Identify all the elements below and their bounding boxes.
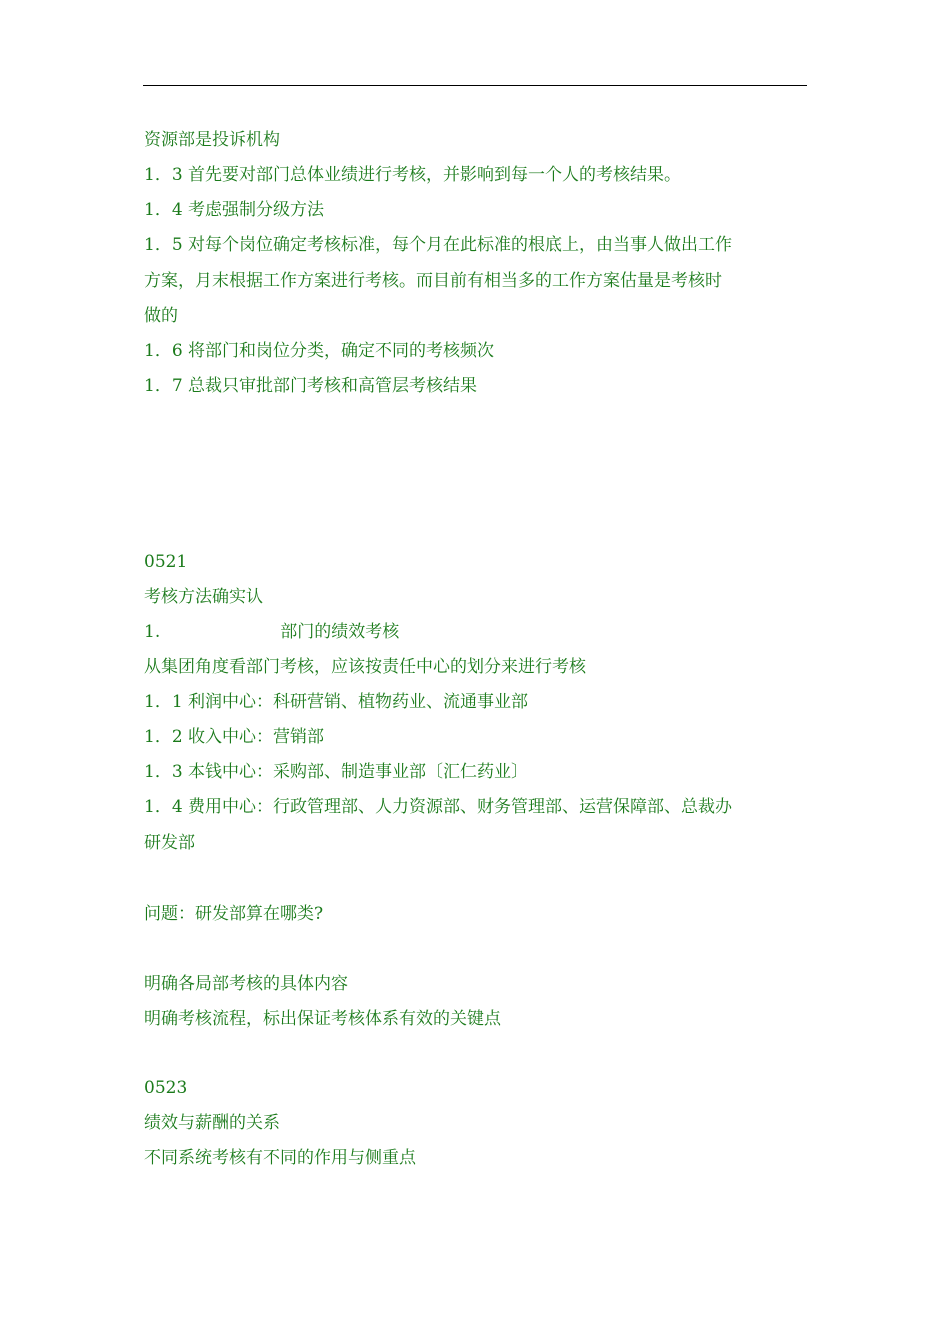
text-line: 不同系统考核有不同的作用与侧重点 [144,1148,416,1168]
text-line: 1．4 费用中心：行政管理部、人力资源部、财务管理部、运营保障部、总裁办 [144,797,733,817]
text-line: 1．3 本钱中心：采购部、制造事业部〔汇仁药业〕 [144,762,529,782]
text-line: 1．1 利润中心：科研营销、植物药业、流通事业部 [144,692,529,712]
section-heading: 考核方法确实认 [144,587,263,607]
header-rule [143,85,807,86]
text-line: 1．7 总裁只审批部门考核和高管层考核结果 [144,376,478,396]
numbered-heading [144,620,399,644]
question-line: 问题：研发部算在哪类? [144,904,324,924]
text-line: 1．5 对每个岗位确定考核标准，每个月在此标准的根底上，由当事人做出工作 [144,235,733,255]
text-line: 1．6 将部门和岗位分类，确定不同的考核频次 [144,341,495,361]
text-line: 明确考核流程，标出保证考核体系有效的关键点 [144,1009,501,1029]
text-line: 资源部是投诉机构 [144,130,280,150]
text-line: 研发部 [144,833,195,853]
section-heading: 绩效与薪酬的关系 [144,1113,280,1133]
text-line: 方案，月末根据工作方案进行考核。而目前有相当多的工作方案估量是考核时 [144,271,722,291]
text-line: 做的 [144,306,178,326]
heading-text: 部门的绩效考核 [280,622,400,642]
text-line: 1．2 收入中心：营销部 [144,727,325,747]
text-line: 明确各局部考核的具体内容 [144,974,348,994]
section-date: 0521 [144,552,188,572]
text-line: 从集团角度看部门考核，应该按责任中心的划分来进行考核 [144,657,586,677]
section-date: 0523 [144,1078,188,1098]
heading-number: 1. [144,622,161,642]
text-line: 1．4 考虑强制分级方法 [144,200,325,220]
text-line: 1．3 首先要对部门总体业绩进行考核，并影响到每一个人的考核结果。 [144,165,682,185]
